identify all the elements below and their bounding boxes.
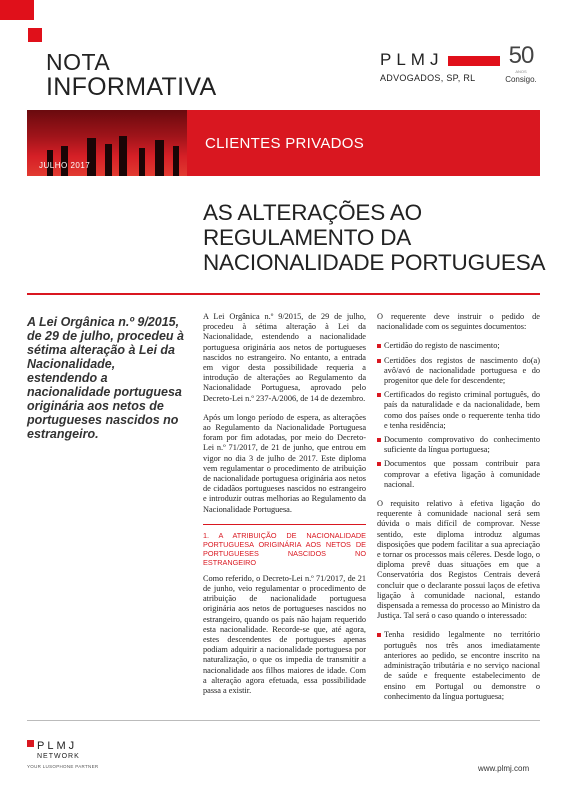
page-title <box>203 200 545 275</box>
network-tagline: YOUR LUSOPHONE PARTNER <box>27 764 99 769</box>
network-logo-square <box>27 740 34 747</box>
website-link[interactable]: www.plmj.com <box>478 764 530 773</box>
firm-logo-bar <box>448 56 500 66</box>
section-name: CLIENTES PRIVADOS <box>205 135 365 152</box>
anniversary-anos: ANOS <box>515 69 527 74</box>
banner-section-panel <box>187 110 540 176</box>
list-item: Tenha residido legalmente no território português nos três anos imediatamente anteriores ao pedido, se encontre inscrito na administração tributária e no serviço nacional de saúde e frequente estabelecimento de ensino em Portugal ou demonstre o conhecimento da língua portuguesa; <box>377 630 540 701</box>
body-column-1 <box>203 312 366 705</box>
list-item: Certidões dos registos de nascimento do(a) avô/avó de nacionalidade portuguesa e do progenitor que dele for descendente; <box>377 356 540 387</box>
issue-date: JULHO 2017 <box>39 161 91 170</box>
title-line1: AS ALTERAÇÕES AO <box>203 200 422 225</box>
corner-accent-square <box>28 28 42 42</box>
firm-logo <box>380 50 475 83</box>
title-line2: REGULAMENTO DA <box>203 225 412 250</box>
list-item: Certificados do registo criminal português, do país da naturalidade e da nacionalidade, bem como dos países onde o requerente tenha tido e tenha residência; <box>377 390 540 431</box>
anniversary-number: 50 <box>508 42 534 69</box>
firm-subtitle: ADVOGADOS, SP, RL <box>380 73 476 83</box>
doc-type-line2: INFORMATIVA <box>46 73 217 101</box>
network-word: NETWORK <box>37 753 80 760</box>
documents-list <box>377 341 540 490</box>
section-banner <box>27 110 540 176</box>
lead-summary: A Lei Orgânica n.º 9/2015, de 29 de julho, procedeu à sétima alteração à Lei da Nacionalidade, estendendo a nacionalidade portuguesa originária aos netos de portugueses nascidos no estrangeiro. <box>27 315 184 441</box>
list-item: Documentos que possam contribuir para comprovar a efetiva ligação à comunidade nacional. <box>377 459 540 490</box>
doc-type <box>46 51 216 100</box>
list-item: Certidão do registo de nascimento; <box>377 341 540 351</box>
anniversary-logo <box>497 44 545 88</box>
anniversary-tagline: Consigo. <box>505 75 537 84</box>
title-divider <box>27 293 540 295</box>
corner-accent <box>0 0 34 20</box>
title-line3: NACIONALIDADE PORTUGUESA <box>203 250 546 275</box>
paragraph: A Lei Orgânica n.º 9/2015, de 29 de julho, procedeu à sétima alteração à Lei da Nacionalidade, estendendo a nacionalidade portuguesa originária aos netos de portugueses nascidos no estrangeiro. No entanto, a entrada em vigor desta possibilidade requeria a introdução de alterações ao Regulamento da Nacionalidade Portuguesa, aprovado pelo Decreto-Lei n.º 237-A/2006, de 14 de dezembro. <box>203 312 366 403</box>
body-column-2 <box>377 312 540 711</box>
doc-type-line1: NOTA <box>46 49 111 75</box>
cases-list <box>377 630 540 701</box>
firm-name: PLMJ <box>380 50 444 69</box>
list-item: Documento comprovativo do conhecimento suficiente da língua portuguesa; <box>377 435 540 455</box>
network-name: PLMJ <box>37 740 78 752</box>
footer-divider <box>27 720 540 721</box>
banner-photo <box>27 110 187 176</box>
paragraph: O requisito relativo à efetiva ligação do requerente à comunidade nacional será sem dúvida o mais difícil de comprovar. Nesse sentido, este diploma introduz algumas disposições que podem facilitar a sua apreciação e tornar os processos mais céleres. Desde logo, o diploma prevê duas situações em que a Conservatória dos Registos Centrais deverá concluir que o declarante possui laços de efetiva ligação à comunidade nacional, estando dispensada a remessa do processo ao Ministro da Justiça. Tal será o caso quando o interessado: <box>377 499 540 621</box>
section-heading: 1. A ATRIBUIÇÃO DE NACIONALIDADE PORTUGUESA ORIGINÁRIA AOS NETOS DE PORTUGUESES NASCIDOS NO ESTRANGEIRO <box>203 524 366 567</box>
paragraph: Após um longo período de espera, as alterações ao Regulamento da Nacionalidade Portuguesa foram por fim adotadas, por meio do Decreto-Lei n.º 71/2017, de 21 de junho, que entrou em vigor no dia 3 de julho de 2017. Este diploma vem regulamentar o procedimento de atribuição de nacionalidade portuguesa originária aos netos de cidadãos portugueses nascidos no estrangeiro e introduzir outras melhorias ao Regulamento da Nacionalidade Portuguesa. <box>203 412 366 514</box>
paragraph: O requerente deve instruir o pedido de nacionalidade com os seguintes documentos: <box>377 312 540 332</box>
paragraph: Como referido, o Decreto-Lei n.º 71/2017, de 21 de junho, veio regulamentar o procedimento de atribuição de nacionalidade portuguesa originária aos netos de portugueses nascidos no estrangeiro, quando os país não hajam requerido esta nacionalidade. Recorde-se que, até agora, estes descendentes de portugueses apenas podiam adquirir a nacionalidade portuguesa por naturalização, o que os impedia de transmitir a nacionalidade aos filhos maiores de idade. Com a alteração agora efetuada, essa possibilidade passa a existir. <box>203 573 366 696</box>
